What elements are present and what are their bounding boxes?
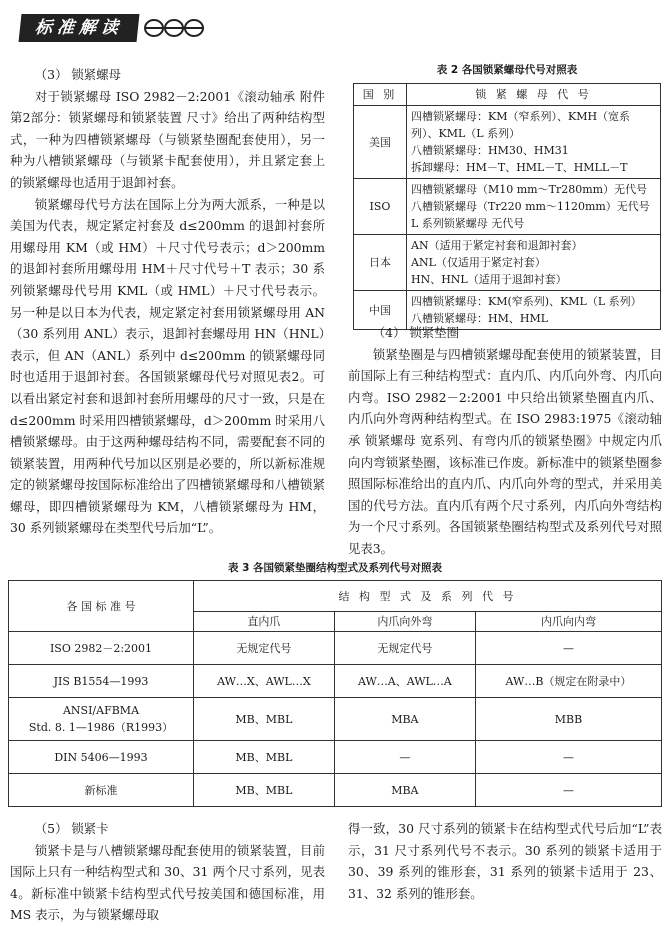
paragraph: 锁紧卡是与八槽锁紧螺母配套使用的锁紧装置，目前国际上只有一种结构型式和 30、31 两个尺寸系列，见表4。新标准中锁紧卡结构型式代号按美国和德国标准，用 MS 表示，为与锁紧螺母取 — [10, 842, 325, 923]
paragraph: 对于锁紧螺母 ISO 2982－2:2001《滚动轴承 附件 第2部分：锁紧螺母和锁紧装置 尺寸》给出了两种结构型式，一种为四槽锁紧螺母（与锁紧垫圈配套使用），另一种为八槽锁紧螺母（与锁紧卡配套使用），并且紧定套上的锁紧螺母也适用于退卸衬套。 — [10, 88, 325, 190]
bottom-left-column — [10, 818, 325, 926]
table-row — [9, 741, 662, 774]
table-row — [354, 235, 661, 291]
lock-washer-code-table — [8, 580, 662, 807]
right-column — [348, 322, 662, 560]
code-line: 四槽锁紧螺母：KM（窄系列）、KMH（宽系列）、KML（L 系列） — [411, 110, 631, 140]
code-line: AN（适用于紧定衬套和退卸衬套） — [411, 239, 583, 252]
section-heading-lock-clip: （5） 锁紧卡 — [34, 821, 109, 836]
standard-cell: JIS B1554—1993 — [9, 665, 194, 698]
bottom-right-column — [348, 818, 662, 904]
code-cell — [407, 179, 661, 235]
code-line: 四槽锁紧螺母（M10 mm～Tr280mm）无代号 — [411, 183, 648, 196]
code-line: 八槽锁紧螺母：HM、HML — [411, 312, 549, 325]
section-heading-lock-washer: （4） 锁紧垫圈 — [372, 325, 459, 340]
column-header: 各 国 标 准 号 — [9, 581, 194, 632]
table-header-row — [9, 581, 662, 612]
table-cell: — — [475, 741, 661, 774]
table-row — [9, 665, 662, 698]
table-header-row — [354, 84, 661, 106]
table-caption: 表 3 各国锁紧垫圈结构型式及系列代号对照表 — [227, 562, 443, 574]
paragraph: 锁紧垫圈是与四槽锁紧螺母配套使用的锁紧装置，目前国际上有三种结构型式：直内爪、内爪向外弯、内爪向内弯。ISO 2982－2:2001 中只给出锁紧垫圈直内爪、内爪向外弯两种结构型式。在 ISO 2983:1975《滚动轴承 锁紧螺母 宽系列、有弯内爪的锁紧垫圈》中规定内爪向内弯锁紧垫圈，该标准已作废。新标准中的锁紧垫圈参照国际标准给出的直内爪、内爪向外弯的型式，并采用美国的代号方法。直内爪有两个尺寸系列，内爪向外弯结构为一个尺寸系列。各国锁紧垫圈结构型式及系列代号对照见表3。 — [348, 346, 662, 556]
paragraph: 锁紧螺母代号方法在国际上分为两大派系，一种是以美国为代表，规定紧定衬套及 d≤200mm 的退卸衬套所用螺母用 KM（或 HM）＋尺寸代号表示；d＞200mm 的退卸衬套所用螺母用 HM＋尺寸代号＋T 表示；30 系列锁紧螺母代号用 KML（或 HML）＋尺寸代号表示。另一种是以日本为代表，规定紧定衬套用锁紧螺母用 AN（30 系列用 ANL）表示，退卸衬套螺母用 HN（HNL）表示，但 AN（ANL）系列中 d≤200mm 的锁紧螺母同时也适用于退卸衬套。各国锁紧螺母代号对照见表2。可以看出紧定衬套和退卸衬套所用螺母的尺寸一致，只是在 d≤200mm 时采用四槽锁紧螺母，d＞200mm 时采用八槽锁紧螺母。由于这两种螺母结构不同，需要配套不同的锁紧装置，用两种代号加以区别是必要的，所以新标准规定的锁紧螺母按国际标准给出了四槽锁紧螺母和八槽锁紧螺母，即四槽锁紧螺母为 KM，八槽锁紧螺母为 HM，30 系列锁紧螺母在类型代号后加“L”。 — [10, 196, 325, 536]
table-cell: MBA — [334, 774, 475, 807]
country-cell: 美国 — [354, 106, 407, 179]
table-cell: 无规定代号 — [194, 632, 335, 665]
table-row — [9, 774, 662, 807]
code-line: ANL（仅适用于紧定衬套） — [411, 256, 546, 269]
table-cell: AW…X、AWL…X — [194, 665, 335, 698]
header-decoration-icon — [144, 18, 212, 38]
code-line: L 系列锁紧螺母 无代号 — [411, 217, 525, 230]
section-logo: 标准解读 — [19, 14, 140, 42]
country-cell: 中国 — [354, 291, 407, 330]
header-band — [8, 6, 203, 38]
code-cell — [407, 235, 661, 291]
table-row — [354, 179, 661, 235]
table-cell: — — [334, 741, 475, 774]
left-column — [10, 64, 325, 539]
table-cell: AW…B（规定在附录中） — [475, 665, 661, 698]
column-header: 直内爪 — [194, 612, 335, 632]
table-cell: MBA — [334, 698, 475, 741]
column-header: 内爪向外弯 — [334, 612, 475, 632]
standard-cell: ISO 2982－2:2001 — [9, 632, 194, 665]
column-header: 锁 紧 螺 母 代 号 — [407, 84, 661, 106]
paragraph: 得一致，30 尺寸系列的锁紧卡在结构型式代号后加“L”表示，31 尺寸系列代号不表示。30 系列的锁紧卡适用于 30、39 系列的锥形套，31 系列的锁紧卡适用于 23、31、32 系列的锥形套。 — [348, 821, 662, 901]
table-cell: — — [475, 632, 661, 665]
standard-line: Std. 8. 1—1986（R1993） — [28, 721, 174, 734]
code-cell — [407, 106, 661, 179]
table-row — [9, 632, 662, 665]
section-heading-lock-nut: （3） 锁紧螺母 — [34, 67, 121, 82]
column-header: 内爪向内弯 — [475, 612, 661, 632]
standard-cell: DIN 5406—1993 — [9, 741, 194, 774]
column-header: 国 别 — [354, 84, 407, 106]
country-cell: 日本 — [354, 235, 407, 291]
code-line: 八槽锁紧螺母（Tr220 mm～1120mm）无代号 — [411, 200, 650, 213]
table-cell: AW…A、AWL…A — [334, 665, 475, 698]
table-cell: — — [475, 774, 661, 807]
country-cell: ISO — [354, 179, 407, 235]
lock-nut-code-table — [353, 83, 661, 330]
table-cell: MB、MBL — [194, 698, 335, 741]
table-cell: MB、MBL — [194, 774, 335, 807]
column-group-header: 结 构 型 式 及 系 列 代 号 — [194, 581, 662, 612]
table-caption: 表 2 各国锁紧螺母代号对照表 — [436, 64, 578, 76]
code-line: 拆卸螺母：HM－T、HML－T、HMLL－T — [411, 161, 628, 174]
table-row — [9, 698, 662, 741]
table-cell: MBB — [475, 698, 661, 741]
standard-cell: 新标准 — [9, 774, 194, 807]
table-row — [354, 106, 661, 179]
code-line: HN、HNL（适用于退卸衬套） — [411, 273, 567, 286]
code-line: 八槽锁紧螺母：HM30、HM31 — [411, 144, 569, 157]
table-cell: 无规定代号 — [334, 632, 475, 665]
table-cell: MB、MBL — [194, 741, 335, 774]
standard-line: ANSI/AFBMA — [62, 704, 140, 717]
code-line: 四槽锁紧螺母：KM(窄系列)、KML（L 系列） — [411, 295, 642, 308]
standard-cell — [9, 698, 194, 741]
